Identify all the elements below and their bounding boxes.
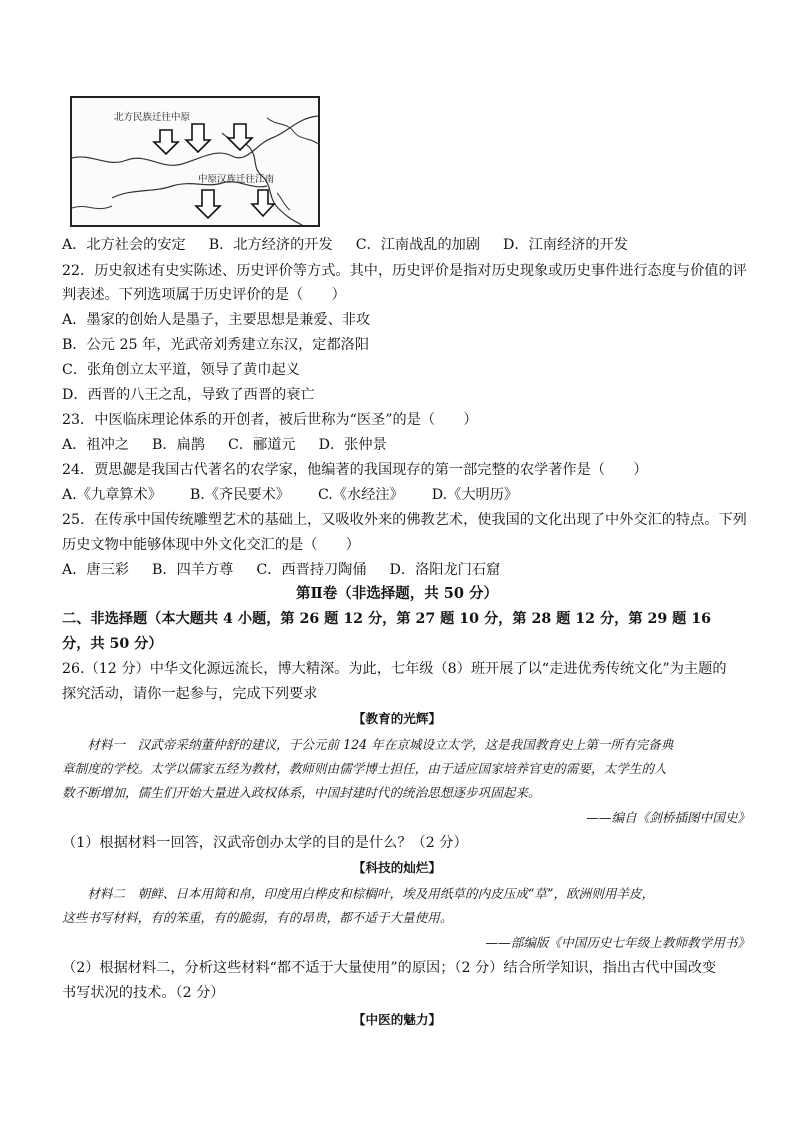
q25-stem-line2: 历史文物中能够体现中外文化交汇的是（ ） [62,537,360,553]
q24-option-a[interactable]: A.《九章算术》 [62,487,162,503]
section-medicine-title: 【中医的魅力】 [352,1012,442,1027]
q23-option-b[interactable]: B．扁鹊 [152,437,205,453]
part2-heading-line1: 二、非选择题（本大题共 4 小题，第 26 题 12 分，第 27 题 10 分，第 28 题 12 分，第 29 题 16 [62,611,712,627]
q25-options [62,560,500,580]
map-label-north: 北方民族迁往中原 [114,112,191,123]
q23-stem: 23．中医临床理论体系的开创者，被后世称为“医圣”的是（ ） [62,412,478,428]
q23-option-c[interactable]: C．郦道元 [228,437,296,453]
q23-option-a[interactable]: A．祖冲之 [62,437,129,453]
q25-option-d[interactable]: D．洛阳龙门石窟 [389,562,501,578]
q22-option-a[interactable]: A．墨家的创始人是墨子，主要思想是兼爱、非攻 [62,312,371,328]
material1-source: ——编自《剑桥插图中国史》 [586,810,750,825]
migration-map [70,96,320,227]
q21-option-a[interactable]: A．北方社会的安定 [62,237,186,253]
q26-stem-line1: 26.（12 分）中华文化源远流长，博大精深。为此，七年级（8）班开展了以“走进优秀传统文化”为主题的 [62,661,727,677]
q26-stem-line2: 探究活动，请你一起参与，完成下列要求 [62,686,318,702]
part2-title: 第Ⅱ卷（非选择题，共 50 分） [296,585,498,602]
part2-heading-line2: 分，共 50 分） [62,636,163,652]
q21-option-c[interactable]: C．江南战乱的加剧 [355,237,481,253]
q24-option-c[interactable]: C.《水经注》 [317,487,404,503]
q21-option-d[interactable]: D．江南经济的开发 [503,237,628,253]
material2-source: ——部编版《中国历史七年级上教师教学用书》 [485,935,750,950]
material2-line1: 材料二 朝鲜、日本用简和帛，印度用白桦皮和棕榈叶，埃及用纸草的内皮压成“草”，欧洲则用羊皮， [62,886,655,901]
q23-option-d[interactable]: D．张仲景 [318,437,387,453]
q26-sub2-line1: （2）根据材料二，分析这些材料“都不适于大量使用”的原因；（2 分）结合所学知识，指出古代中国改变 [62,960,717,976]
q24-options [62,485,518,505]
map-drawing [72,98,318,225]
q24-option-b[interactable]: B.《齐民要术》 [189,487,290,503]
q24-stem: 24．贾思勰是我国古代著名的农学家，他编著的我国现存的第一部完整的农学著作是（ ） [62,462,648,478]
q25-option-b[interactable]: B．四羊方尊 [152,562,234,578]
q25-option-a[interactable]: A．唐三彩 [62,562,129,578]
q23-options [62,435,387,455]
q26-sub1: （1）根据材料一回答，汉武帝创办太学的目的是什么？（2 分） [62,835,468,851]
material1-line3: 数不断增加，儒生们开始大量进入政权体系，中国封建时代的统治思想逐步巩固起来。 [62,785,541,800]
q21-options [62,235,628,255]
q22-stem-line2: 判表述。下列选项属于历史评价的是（ ） [62,287,346,303]
q22-stem-line1: 22．历史叙述有史实陈述、历史评价等方式。其中，历史评价是指对历史现象或历史事件进行态度与价值的评 [62,263,747,279]
material1-line1: 材料一 汉武帝采纳董仲舒的建议，于公元前 124 年在京城设立太学，这是我国教育史上第一所有完备典 [62,737,674,752]
section-technology-title: 【科技的灿烂】 [352,860,442,875]
q25-option-c[interactable]: C．西晋持刀陶俑 [256,562,367,578]
material1-line2: 章制度的学校。太学以儒家五经为教材，教师则由儒学博士担任，由于适应国家培养官吏的需要，太学生的人 [62,761,667,776]
q21-option-b[interactable]: B．北方经济的开发 [208,237,333,253]
q24-option-d[interactable]: D.《大明历》 [431,487,519,503]
q22-option-d[interactable]: D．西晋的八王之乱，导致了西晋的衰亡 [62,387,315,403]
q26-sub2-line2: 书写状况的技术。（2 分） [62,985,225,1001]
q22-option-c[interactable]: C．张角创立太平道，领导了黄巾起义 [62,362,300,378]
q22-option-b[interactable]: B．公元 25 年，光武帝刘秀建立东汉，定都洛阳 [62,337,370,353]
q25-stem-line1: 25．在传承中国传统雕塑艺术的基础上，又吸收外来的佛教艺术，使我国的文化出现了中外交汇的特点。下列 [62,512,747,528]
section-education-title: 【教育的光辉】 [352,711,442,726]
map-label-south: 中原汉族迁往江南 [198,174,275,185]
material2-line2: 这些书写材料，有的笨重，有的脆弱，有的昂贵，都不适于大量使用。 [62,910,453,925]
